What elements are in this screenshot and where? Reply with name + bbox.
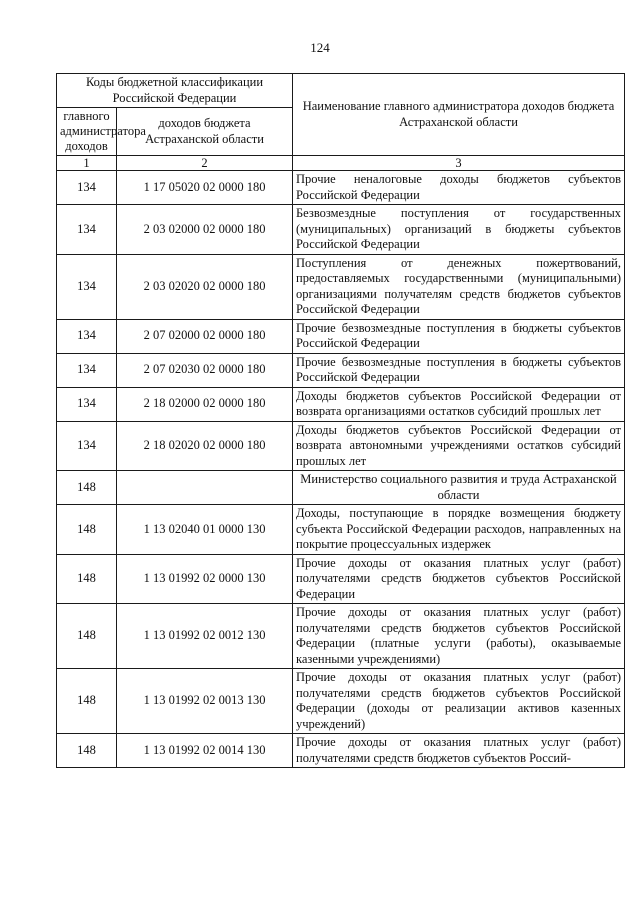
revenue-code-cell: 1 17 05020 02 0000 180 <box>117 171 293 205</box>
revenue-code-cell: 2 03 02020 02 0000 180 <box>117 254 293 319</box>
admin-code-cell: 148 <box>57 604 117 669</box>
revenue-code-cell: 1 13 02040 01 0000 130 <box>117 505 293 555</box>
admin-code-cell: 134 <box>57 205 117 255</box>
column-numbers-row <box>57 156 625 171</box>
table-row <box>57 254 625 319</box>
revenue-name-cell: Прочие доходы от оказания платных услуг (работ) получателями средств бюджетов субъектов Россий- <box>293 734 625 768</box>
budget-classification-table <box>56 73 625 768</box>
revenue-name-cell: Поступления от денежных пожертвований, предоставляемых государственными (муниципальными) организациями получателям средств бюджетов субъектов Российской Федерации <box>293 254 625 319</box>
table-row <box>57 471 625 505</box>
admin-code-cell: 134 <box>57 387 117 421</box>
admin-code-cell: 148 <box>57 505 117 555</box>
table-row <box>57 353 625 387</box>
revenue-name-cell: Доходы бюджетов субъектов Российской Федерации от возврата организациями остатков субсидий прошлых лет <box>293 387 625 421</box>
admin-code-cell: 148 <box>57 471 117 505</box>
revenue-code-cell: 1 13 01992 02 0013 130 <box>117 669 293 734</box>
revenue-name-cell: Прочие доходы от оказания платных услуг (работ) получателями средств бюджетов субъектов Российской Федерации (платные услуги (работы), оказываемые казенными учреждениями) <box>293 604 625 669</box>
table-row <box>57 205 625 255</box>
admin-code-cell: 148 <box>57 734 117 768</box>
column-number: 3 <box>293 156 625 171</box>
admin-code-cell: 134 <box>57 171 117 205</box>
revenue-name-cell: Прочие неналоговые доходы бюджетов субъектов Российской Федерации <box>293 171 625 205</box>
table-row <box>57 387 625 421</box>
revenue-code-cell: 2 18 02020 02 0000 180 <box>117 421 293 471</box>
revenue-code-cell: 2 18 02000 02 0000 180 <box>117 387 293 421</box>
admin-code-cell: 148 <box>57 554 117 604</box>
page-number: 124 <box>310 40 330 55</box>
table-body <box>57 171 625 768</box>
revenue-code-cell <box>117 471 293 505</box>
revenue-code-cell: 1 13 01992 02 0012 130 <box>117 604 293 669</box>
revenue-code-cell: 1 13 01992 02 0000 130 <box>117 554 293 604</box>
revenue-code-cell: 2 07 02030 02 0000 180 <box>117 353 293 387</box>
revenue-name-cell: Министерство социального развития и труда Астраханской области <box>293 471 625 505</box>
table-row <box>57 171 625 205</box>
admin-code-cell: 148 <box>57 669 117 734</box>
table-row <box>57 734 625 768</box>
admin-code-cell: 134 <box>57 254 117 319</box>
header-revenue-code: доходов бюджета Астраханской области <box>117 108 293 156</box>
header-main-admin: главного администратора доходов <box>57 108 117 156</box>
table-row <box>57 421 625 471</box>
revenue-code-cell: 2 03 02000 02 0000 180 <box>117 205 293 255</box>
column-number: 2 <box>117 156 293 171</box>
revenue-code-cell: 1 13 01992 02 0014 130 <box>117 734 293 768</box>
table-row <box>57 604 625 669</box>
header-budget-codes: Коды бюджетной классификации Российской Федерации <box>57 74 293 108</box>
revenue-name-cell: Безвозмездные поступления от государственных (муниципальных) организаций в бюджеты субъектов Российской Федерации <box>293 205 625 255</box>
admin-code-cell: 134 <box>57 421 117 471</box>
column-number: 1 <box>57 156 117 171</box>
table-row <box>57 554 625 604</box>
revenue-name-cell: Прочие доходы от оказания платных услуг (работ) получателями средств бюджетов субъектов Российской Федерации (доходы от реализации активов казенных учреждений) <box>293 669 625 734</box>
table-row <box>57 319 625 353</box>
revenue-name-cell: Прочие безвозмездные поступления в бюджеты субъектов Российской Федерации <box>293 319 625 353</box>
revenue-name-cell: Прочие доходы от оказания платных услуг (работ) получателями средств бюджетов субъектов Российской Федерации <box>293 554 625 604</box>
table-row <box>57 505 625 555</box>
admin-code-cell: 134 <box>57 353 117 387</box>
header-row-group <box>57 74 625 108</box>
revenue-code-cell: 2 07 02000 02 0000 180 <box>117 319 293 353</box>
revenue-name-cell: Доходы, поступающие в порядке возмещения бюджету субъекта Российской Федерации расходов, направленных на покрытие процессуальных издержек <box>293 505 625 555</box>
revenue-name-cell: Прочие безвозмездные поступления в бюджеты субъектов Российской Федерации <box>293 353 625 387</box>
header-admin-name: Наименование главного администратора доходов бюджета Астраханской области <box>293 74 625 156</box>
admin-code-cell: 134 <box>57 319 117 353</box>
table-row <box>57 669 625 734</box>
revenue-name-cell: Доходы бюджетов субъектов Российской Федерации от возврата автономными учреждениями остатков субсидий прошлых лет <box>293 421 625 471</box>
